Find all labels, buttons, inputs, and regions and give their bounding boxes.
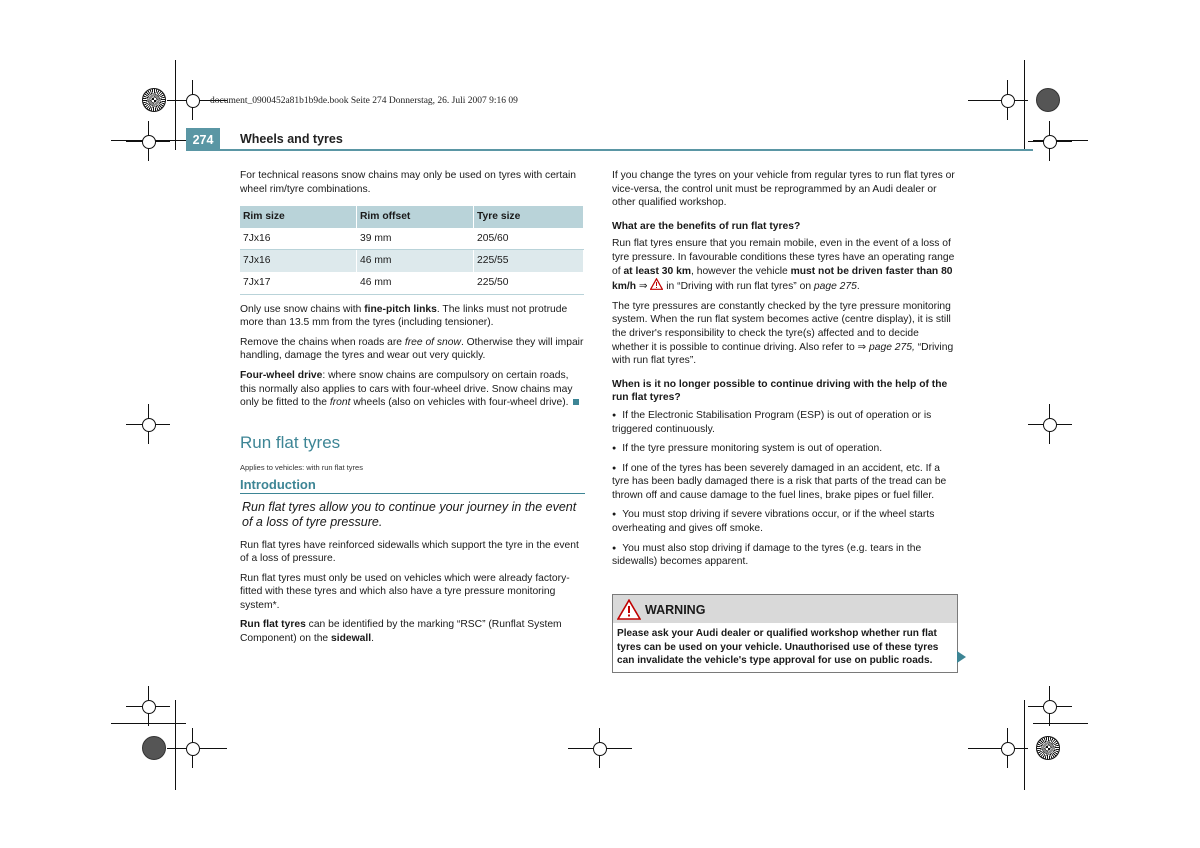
table-cell: 46 mm [357,272,474,294]
table-cell: 7Jx17 [240,272,357,294]
table-cell: 46 mm [357,250,474,272]
table-cell: 225/50 [474,272,584,294]
rim-table [240,206,584,294]
rsc-marking-paragraph: Run flat tyres can be identified by the marking “RSC” (Runflat System Component) on the sidewall. [240,619,562,645]
pressure-monitoring-paragraph: The tyre pressures are constantly checked by the tyre pressure monitoring system. When the run flat system becomes active (centre display), it is still the driver's responsibility to check the tyre(s) affected and to decide whether it is possible to continue driving. Also refer to ⇒ page 275, “Driving with run flat tyres”. [612,300,954,367]
subsection-title: Introduction [240,478,585,494]
warning-text: Please ask your Audi dealer or qualified workshop whether run flat tyres can be used on your vehicle. Unauthorised use of these tyres can invalidate the vehicle's type approval for use on public roads. [617,628,939,667]
section-title: Run flat tyres [240,432,341,452]
section-end-icon [573,399,579,405]
table-header: Rim size [240,206,357,228]
list-item: ● If one of the tyres has been severely damaged in an accident, etc. If a tyre has been badly damaged there is a risk that parts of the tread can be thrown off and cause damage to the fuel lines, brake pipes or fuel filler. [612,462,957,503]
benefits-paragraph: Run flat tyres ensure that you remain mobile, even in the event of a loss of tyre pressure. In favourable conditions these tyres have an operating range of at least 30 km, however the vehicle must not be driven faster than 80 km/h ⇒ in “Driving with run flat tyres” on page 275. [612,238,955,293]
list-item: ● You must also stop driving if damage to the tyres (e.g. tears in the sidewalls) becomes apparent. [612,542,957,569]
reprogram-paragraph: If you change the tyres on your vehicle from regular tyres to run flat tyres or vice-versa, the control unit must be reprogrammed by an Audi dealer or other qualified workshop. [612,170,955,209]
factory-fitted-paragraph: Run flat tyres must only be used on vehicles which were already factory-fitted with these tyres and which also have a tyre pressure monitoring system*. [240,572,570,611]
applies-to: Applies to vehicles: with run flat tyres [240,463,363,473]
table-cell: 39 mm [357,228,474,250]
benefits-question: What are the benefits of run flat tyres? [612,220,801,232]
reinforced-sidewalls-paragraph: Run flat tyres have reinforced sidewalls which support the tyre in the event of a loss of pressure. [240,539,579,565]
table-cell: 225/55 [474,250,584,272]
table-row [240,250,584,272]
list-item: ● If the Electronic Stabilisation Program (ESP) is out of operation or is triggered continuously. [612,409,957,436]
four-wheel-drive-paragraph: Four-wheel drive: where snow chains are compulsory on certain roads, this normally also applies to cars with four-wheel drive. Snow chains may only be fitted to the front wheels (also on vehicles with four-wheel drive). [240,369,585,410]
left-column [240,169,585,652]
table-header: Tyre size [474,206,584,228]
chapter-title: Wheels and tyres [240,132,343,146]
free-of-snow-paragraph: Remove the chains when roads are free of snow. Otherwise they will impair handling, damage the tyres and wear out very quickly. [240,336,584,362]
lead-paragraph: Run flat tyres allow you to continue your journey in the event of a loss of tyre pressure. [242,499,577,529]
table-header: Rim offset [357,206,474,228]
print-header: document_0900452a81b1b9de.book Seite 274 Donnerstag, 26. Juli 2007 9:16 09 [210,96,518,106]
table-row [240,272,584,294]
table-cell: 205/60 [474,228,584,250]
table-row [240,228,584,250]
warning-box [612,594,958,673]
table-cell: 7Jx16 [240,250,357,272]
warning-triangle-icon [650,278,663,290]
list-item: ● You must stop driving if severe vibrations occur, or if the wheel starts overheating and gives off smoke. [612,508,957,535]
table-cell: 7Jx16 [240,228,357,250]
right-column [612,169,957,575]
page-number: 274 [186,128,220,150]
list-item: ● If the tyre pressure monitoring system is out of operation. [612,442,957,456]
continue-arrow-icon [957,651,966,663]
no-longer-possible-question: When is it no longer possible to continue driving with the help of the run flat tyres? [612,378,948,404]
header-rule [186,149,1033,151]
fine-pitch-paragraph: Only use snow chains with fine-pitch links. The links must not protrude more than 13.5 mm from the tyres (including tensioner). [240,303,568,329]
warning-title: WARNING [645,603,706,617]
snow-intro: For technical reasons snow chains may only be used on tyres with certain wheel rim/tyre combinations. [240,170,576,195]
warning-triangle-icon [617,599,641,620]
warning-header [613,595,957,623]
